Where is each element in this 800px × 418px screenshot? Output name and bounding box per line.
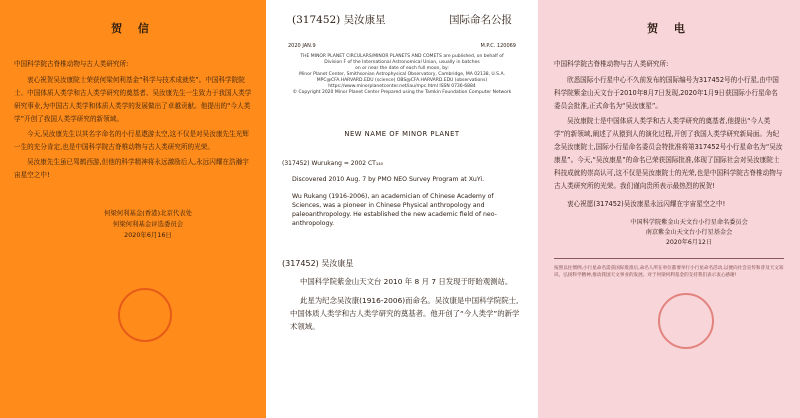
official-seal-stamp [118,288,172,342]
chinese-title: (317452) 吴汝康星 [282,259,354,268]
telegram-paragraph: 吴汝康院士是中国体质人类学和古人类学研究的奠基者,他提出“今人类学”的新领域,阐述了从猿到人的演化过程,开创了我国人类学研究新局面。为纪念吴汝康院士,国际小行星命名委员会特批准将第317452号小行星命名为“吴汝康星”。今天,“吴汝康星”的命名已荣获国际批准,体现了国际社会对吴汝康院士科技成就的崇高认可,这不仅是吴汝康院士的光荣,也是中国科学院古脊椎动物与古人类研究所的光荣。我们谨向贵所表示最热烈的祝贺! [554,117,783,190]
signature-date: 2020年6月16日 [124,231,172,239]
intro-line: © Copyright 2020 Minor Planet Center Prepared using the Tamkin Foundation Computer Network [292,90,512,95]
intro-line: MPC@CFA.HARVARD.EDU (science) OBS@CFA.HARVARD.EDU (observations) [316,78,488,83]
bulletin-intro [282,54,522,96]
intro-line: THE MINOR PLANET CIRCULARS/MINOR PLANETS AND COMETS are published, on behalf of [300,54,504,59]
telegram-paragraph: 欣悉国际小行星中心不久前发布的国际编号为317452号的小行星,由中国科学院紫金山天文台于2010年8月7日发现,2020年1月9日获国际小行星命名委员会批准,正式命名为“吴汝康星”。 [554,76,779,110]
telegram-addressee: 中国科学院古脊椎动物与古人类研究所: [554,60,669,68]
signature-line: 何梁何利基金(香港)北京代表处 [103,209,193,217]
telegram-footnote: 按照以往惯例,小行星命名需获国际批准后,命名人所在单位都要举行小行星命名活动,以便向社会宣传和普及天文知识、弘扬科学精神,推动我国天文事业的发展。对于何梁何利基金的支持我们表示衷心感谢! [554,266,784,278]
official-seal-stamp [658,293,714,349]
letter-paragraph: 衷心祝贺吴汝康院士荣获何梁何利基金“科学与技术成就奖”。中国科学院院士、中国体质人类学和古人类学研究的奠基者、吴汝康先生一生致力于我国人类学研究事业,为中国古人类学和体质人类学的发展做出了卓越贡献。他提出的“今人类学”开创了我国人类学研究的新领域。 [14,76,252,123]
bulletin-meta [282,43,522,49]
telegram-closing: 衷心祝愿(317452)吴汝康星永远闪耀在宇宙星空之中! [567,200,726,208]
telegram-signature [554,218,784,248]
intro-line: Division F of the International Astronomical Union, usually in batches [324,60,480,65]
citation-english: Wu Rukang (1916-2006), an academician of Chinese Academy of Sciences, was a pioneer in Chinese Physical anthropology and paleoanthropology. He established the new academic field of neo-anthropology. [292,193,497,227]
designation: (317452) Wurukang = 2002 CT₁₄₀ [282,160,384,167]
intro-line: on or near the date of each full moon, by: [355,66,449,71]
letter-addressee: 中国科学院古脊椎动物与古人类研究所: [14,60,129,68]
letter-signature [14,208,252,241]
congratulatory-letter-orange [0,0,266,418]
letter-paragraph: 今天,吴汝康先生以其名字命名的小行星遨游太空,这不仅是对吴汝康先生光辉一生的充分肯定,也是中国科学院古脊椎动物与古人类研究所的光荣。 [14,130,249,151]
congratulatory-telegram-pink [538,0,800,418]
signature-date: 2020年6月12日 [665,239,713,246]
bulletin-date: 2020 JAN.9 [288,43,316,49]
footer-divider [554,258,784,259]
chinese-discovery-note: 中国科学院紫金山天文台 2010 年 8 月 7 日发现于盱眙观测站。 [300,277,513,286]
letter-title: 贺 信 [111,22,155,35]
signature-line: 中国科学院紫金山天文台小行星命名委员会 [630,219,748,226]
bulletin-header [282,12,522,27]
letter-paragraph: 吴汝康先生虽已驾鹤西游,但他的科学精神将永远激励后人,永远闪耀在浩瀚宇宙星空之中! [14,158,249,179]
signature-line: 何梁何利基金评选委员会 [112,220,184,228]
naming-bulletin [266,0,538,418]
bulletin-mpc-number: M.P.C. 120069 [480,43,516,49]
telegram-title: 贺 电 [647,22,691,35]
discovery-note: Discovered 2010 Aug. 7 by PMO NEO Survey Program at XuYi. [292,176,485,183]
signature-line: 南京紫金山天文台小行星基金会 [645,229,733,236]
intro-line: Minor Planet Center, Smithsonian Astrophysical Observatory, Cambridge, MA 02138, U.S.A. [299,72,505,77]
bulletin-minor-planet-name: (317452) 吴汝康星 [292,14,386,26]
bulletin-title: 国际命名公报 [449,14,512,26]
intro-line: https://www.minorplanetcenter.net/iau/mpc.html ISSN 0736-6884 [328,84,476,89]
chinese-citation: 此星为纪念吴汝康(1916-2006)而命名。吴汝康是中国科学院院士,中国体质人类学和古人类学研究的奠基者。他开创了“今人类学”的新学术领域。 [290,296,520,331]
new-name-heading: NEW NAME OF MINOR PLANET [344,130,460,138]
